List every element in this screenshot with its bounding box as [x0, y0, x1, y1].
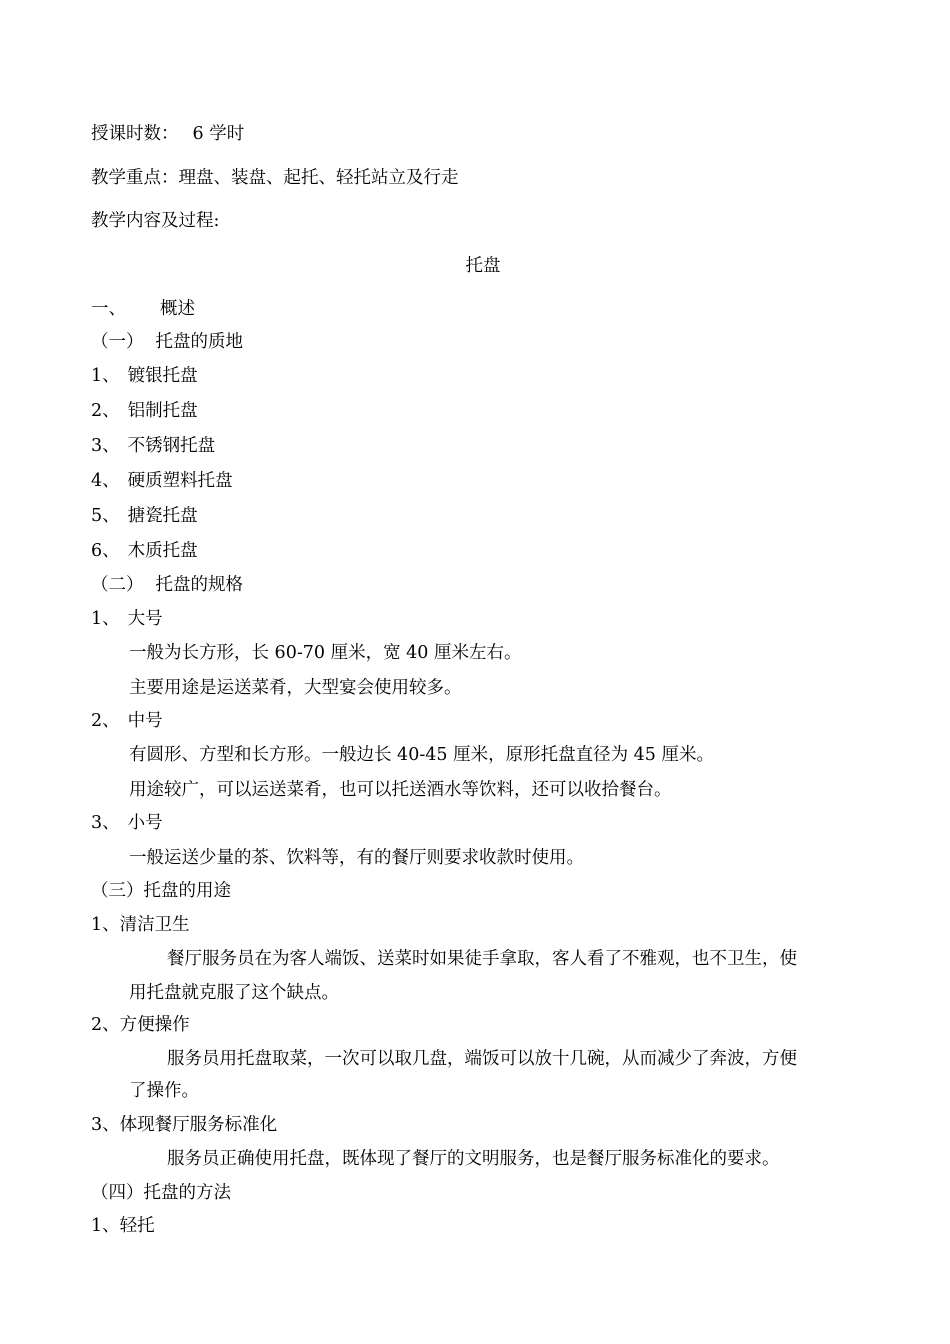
teaching-hours-value: 6 学时: [192, 124, 245, 144]
spec-heading: [91, 573, 243, 597]
usage-convenience-line: 了操作。: [129, 1081, 199, 1101]
material-item: 2、 铝制托盘: [91, 401, 198, 421]
usage-heading: （三）托盘的用途: [91, 881, 231, 901]
spec-large-line: 主要用途是运送菜肴，大型宴会使用较多。: [129, 678, 462, 698]
usage-hygiene-line: 用托盘就克服了这个缺点。: [129, 983, 339, 1003]
spec-medium-line: 用途较广，可以运送菜肴，也可以托送酒水等饮料，还可以收拾餐台。: [129, 780, 672, 800]
usage-hygiene-heading: 1、清洁卫生: [91, 915, 190, 935]
teaching-hours-label: 授课时数：: [91, 124, 179, 144]
document-title: 托盘: [465, 256, 501, 276]
material-item: 4、 硬质塑料托盘: [91, 471, 233, 491]
material-heading: [91, 330, 243, 354]
section-1-heading: [91, 297, 195, 321]
spec-title: 托盘的规格: [155, 575, 243, 595]
spec-large-line: 一般为长方形，长 60-70 厘米，宽 40 厘米左右。: [129, 643, 522, 663]
spec-number: （二）: [91, 575, 144, 595]
usage-convenience-heading: 2、方便操作: [91, 1015, 190, 1035]
teaching-focus: 教学重点：理盘、装盘、起托、轻托站立及行走: [91, 168, 459, 188]
teaching-content-label: 教学内容及过程:: [91, 211, 220, 231]
section-1-number: 一、: [91, 299, 126, 319]
usage-convenience-line: 服务员用托盘取菜，一次可以取几盘，端饭可以放十几碗，从而减少了奔波，方便: [167, 1049, 797, 1069]
spec-large-heading: 1、 大号: [91, 609, 163, 629]
usage-standard-heading: 3、体现餐厅服务标准化: [91, 1115, 278, 1135]
teaching-hours: [91, 122, 244, 146]
spec-medium-line: 有圆形、方型和长方形。一般边长 40-45 厘米，原形托盘直径为 45 厘米。: [129, 745, 714, 765]
material-item: 5、 搪瓷托盘: [91, 506, 198, 526]
material-number: （一）: [91, 332, 144, 352]
material-item: 6、 木质托盘: [91, 541, 198, 561]
usage-hygiene-line: 餐厅服务员在为客人端饭、送菜时如果徒手拿取，客人看了不雅观，也不卫生，使: [167, 949, 797, 969]
section-1-title: 概述: [160, 299, 195, 319]
material-item: 1、 镀银托盘: [91, 366, 198, 386]
spec-small-heading: 3、 小号: [91, 813, 163, 833]
usage-standard-line: 服务员正确使用托盘，既体现了餐厅的文明服务，也是餐厅服务标准化的要求。: [167, 1149, 780, 1169]
material-title: 托盘的质地: [155, 332, 243, 352]
material-item: 3、 不锈钢托盘: [91, 436, 216, 456]
method-heading: （四）托盘的方法: [91, 1183, 231, 1203]
spec-small-line: 一般运送少量的茶、饮料等，有的餐厅则要求收款时使用。: [129, 848, 584, 868]
method-light-heading: 1、轻托: [91, 1216, 155, 1236]
spec-medium-heading: 2、 中号: [91, 711, 163, 731]
